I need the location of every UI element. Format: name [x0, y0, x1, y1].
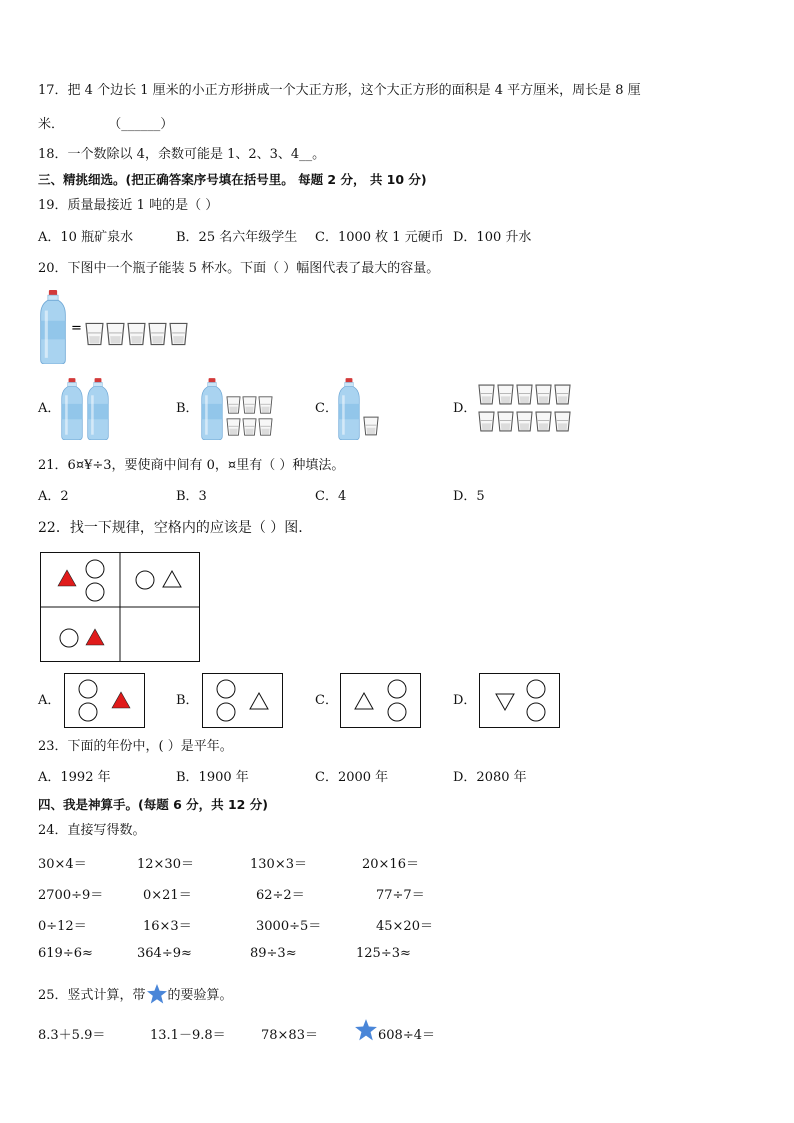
- q20-stem: 20．下图中一个瓶子能装 5 杯水。下面（ ）幅图代表了最大的容量。: [38, 261, 440, 276]
- q19-option-d[interactable]: D．100 升水: [453, 230, 532, 245]
- q24-item[interactable]: 125÷3≈: [356, 946, 411, 961]
- cup-icon: [227, 419, 240, 435]
- cup-icon: [259, 419, 272, 435]
- q20-reference-figure: [38, 290, 188, 364]
- q24-item[interactable]: 20×16＝: [362, 857, 419, 872]
- q23-option-a[interactable]: A．1992 年: [38, 770, 111, 785]
- q24-stem: 24．直接写得数。: [38, 823, 146, 838]
- cup-icon: [243, 419, 256, 435]
- cup-icon: [149, 323, 166, 344]
- q25-item[interactable]: 78×83＝: [261, 1028, 318, 1043]
- cup-icon: [536, 412, 551, 431]
- cup-icon: [227, 397, 240, 413]
- q22-option-d-figure[interactable]: [479, 673, 561, 729]
- triangle-icon: [163, 571, 181, 587]
- red-triangle-icon: [86, 629, 104, 645]
- q21-option-c[interactable]: C．4: [315, 489, 347, 504]
- bottle-icon: [202, 378, 223, 440]
- q25-item[interactable]: 608÷4＝: [378, 1028, 435, 1043]
- q22-option-d-label[interactable]: D．: [453, 693, 477, 708]
- q24-item[interactable]: 0×21＝: [143, 888, 192, 903]
- q17-line2: [38, 116, 173, 134]
- q20-option-d-label[interactable]: D．: [453, 401, 477, 416]
- q22-option-c-label[interactable]: C．: [315, 693, 338, 708]
- q25-stem-prefix: 25．竖式计算，带: [38, 988, 146, 1003]
- cup-icon: [555, 412, 570, 431]
- circle-icon: [86, 560, 104, 578]
- q24-item[interactable]: 619÷6≈: [38, 946, 93, 961]
- cup-icon: [86, 323, 103, 344]
- section3-heading: 三、精挑细选。(把正确答案序号填在括号里。 每题 2 分， 共 10 分): [38, 172, 427, 187]
- cup-icon: [243, 397, 256, 413]
- q24-item[interactable]: 45×20＝: [376, 919, 433, 934]
- q20-option-c-label[interactable]: C．: [315, 401, 338, 416]
- q24-item[interactable]: 62÷2＝: [256, 888, 305, 903]
- q20-option-a-figure[interactable]: [60, 378, 112, 440]
- q24-item[interactable]: 89÷3≈: [250, 946, 297, 961]
- cup-icon: [498, 385, 513, 404]
- q17-line2-prefix: 米．: [38, 117, 65, 132]
- q18-text: 18．一个数除以 4，余数可能是 1、2、3、4__。: [38, 147, 326, 162]
- q17-answer-blank[interactable]: （______）: [108, 117, 174, 132]
- circle-icon: [79, 703, 97, 721]
- cup-icon: [259, 397, 272, 413]
- q25-item[interactable]: 8.3＋5.9＝: [38, 1028, 106, 1043]
- q24-item[interactable]: 2700÷9＝: [38, 888, 104, 903]
- q24-item[interactable]: 30×4＝: [38, 857, 87, 872]
- circle-icon: [388, 703, 406, 721]
- q25-item[interactable]: 13.1－9.8＝: [150, 1028, 226, 1043]
- q20-option-a-label[interactable]: A．: [38, 401, 61, 416]
- bottle-icon: [41, 290, 66, 364]
- star-icon: [146, 983, 168, 1005]
- q20-option-b-label[interactable]: B．: [176, 401, 199, 416]
- q20-option-c-figure[interactable]: [337, 378, 387, 440]
- cup-icon: [517, 385, 532, 404]
- q24-item[interactable]: 16×3＝: [143, 919, 192, 934]
- q20-option-b-figure[interactable]: [200, 378, 276, 440]
- cup-icon: [128, 323, 145, 344]
- cup-icon: [555, 385, 570, 404]
- circle-icon: [86, 583, 104, 601]
- q23-option-b[interactable]: B．1900 年: [176, 770, 249, 785]
- q25-stem: [38, 983, 233, 1005]
- q19-option-c[interactable]: C．1000 枚 1 元硬币: [315, 230, 444, 245]
- q23-option-d[interactable]: D．2080 年: [453, 770, 527, 785]
- bottle-icon: [339, 378, 360, 440]
- q24-item[interactable]: 77÷7＝: [376, 888, 425, 903]
- q24-item[interactable]: 130×3＝: [250, 857, 307, 872]
- q24-item[interactable]: 3000÷5＝: [256, 919, 322, 934]
- q22-option-c-figure[interactable]: [340, 673, 422, 729]
- q21-option-b[interactable]: B．3: [176, 489, 207, 504]
- circle-icon: [60, 629, 78, 647]
- q20-option-d-figure[interactable]: [478, 384, 574, 434]
- circle-icon: [79, 680, 97, 698]
- q22-pattern-grid: [40, 552, 202, 664]
- section4-heading: 四、我是神算手。(每题 6 分，共 12 分): [38, 797, 268, 812]
- q22-stem: 22．找一下规律，空格内的应该是（ ）图.: [38, 520, 303, 536]
- q24-item[interactable]: 12×30＝: [137, 857, 194, 872]
- q17-line1: 17．把 4 个边长 1 厘米的小正方形拼成一个大正方形，这个大正方形的面积是 4 平方厘米，周长是 8 厘: [38, 83, 641, 98]
- q22-option-a-figure[interactable]: [64, 673, 146, 729]
- cup-icon: [479, 385, 494, 404]
- q25-stem-suffix: 的要验算。: [167, 988, 233, 1003]
- q23-stem: 23．下面的年份中，( ）是平年。: [38, 739, 233, 754]
- q21-stem: 21．6¤¥÷3，要使商中间有 0，¤里有（ ）种填法。: [38, 458, 345, 473]
- q19-option-b[interactable]: B．25 名六年级学生: [176, 230, 298, 245]
- cup-icon: [479, 412, 494, 431]
- q20-equals: =: [71, 321, 82, 336]
- cup-icon: [536, 385, 551, 404]
- q24-item[interactable]: 364÷9≈: [137, 946, 192, 961]
- cup-icon: [364, 417, 378, 435]
- circle-icon: [217, 680, 235, 698]
- q22-option-a-label[interactable]: A．: [38, 693, 61, 708]
- circle-icon: [527, 703, 545, 721]
- cup-icon: [517, 412, 532, 431]
- q22-option-b-label[interactable]: B．: [176, 693, 199, 708]
- q24-item[interactable]: 0÷12＝: [38, 919, 87, 934]
- cup-icon: [498, 412, 513, 431]
- q23-option-c[interactable]: C．2000 年: [315, 770, 389, 785]
- cup-icon: [107, 323, 124, 344]
- bottle-icon: [62, 378, 83, 440]
- cup-icon: [170, 323, 187, 344]
- circle-icon: [217, 703, 235, 721]
- red-triangle-icon: [58, 570, 76, 586]
- q19-stem: 19．质量最接近 1 吨的是（ ）: [38, 198, 219, 213]
- bottle-icon: [88, 378, 109, 440]
- q19-option-a[interactable]: A．10 瓶矿泉水: [38, 230, 134, 245]
- star-icon: [354, 1018, 378, 1042]
- circle-icon: [388, 680, 406, 698]
- circle-icon: [527, 680, 545, 698]
- circle-icon: [136, 571, 154, 589]
- q21-option-d[interactable]: D．5: [453, 489, 485, 504]
- q22-option-b-figure[interactable]: [202, 673, 284, 729]
- q21-option-a[interactable]: A．2: [38, 489, 69, 504]
